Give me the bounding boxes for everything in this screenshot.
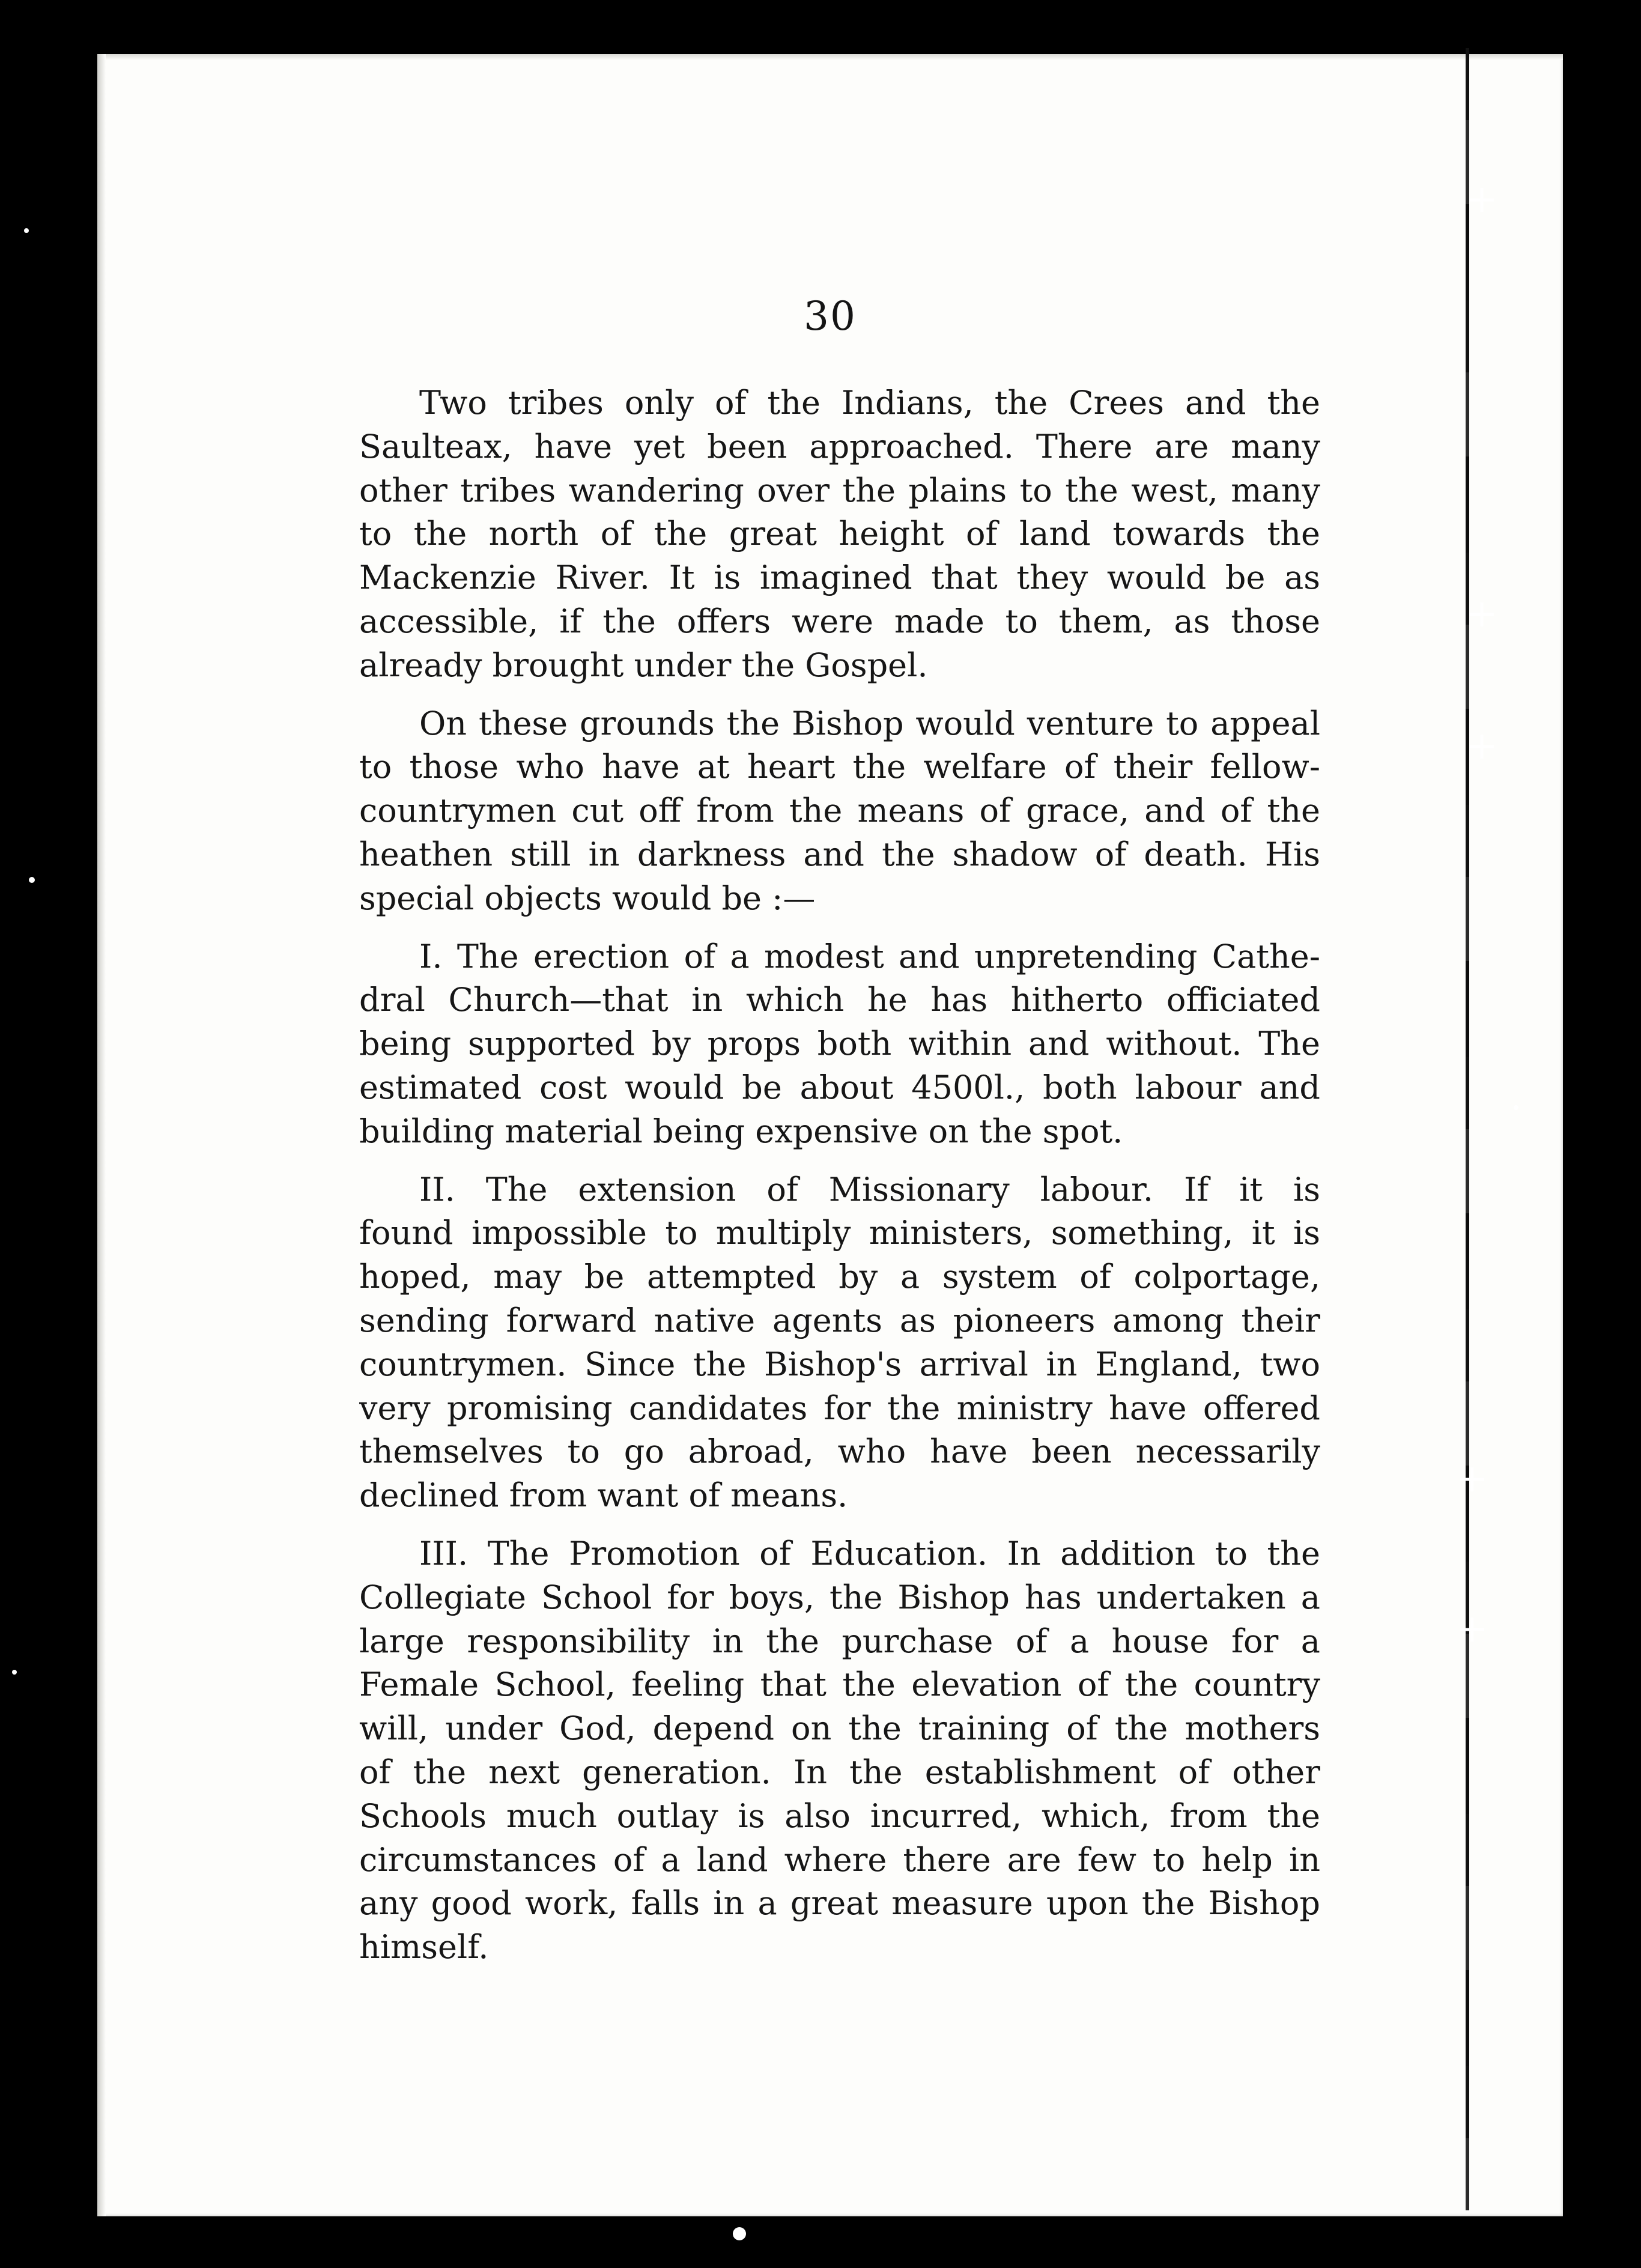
text-line: found impossible to multiply ministers, something, it is <box>359 1214 1320 1252</box>
binding-edge <box>1466 48 1469 2210</box>
paragraph <box>359 1532 1320 1969</box>
text-line: heathen still in darkness and the shadow of death. His <box>359 835 1320 873</box>
text-line: countrymen. Since the Bishop's arrival in England, two <box>359 1345 1320 1383</box>
text-line: estimated cost would be about 4500l., both labour and <box>359 1068 1320 1106</box>
text-line: themselves to go abroad, who have been necessarily <box>359 1433 1320 1471</box>
scan-speck <box>29 877 35 883</box>
binding-stitch-mark: + <box>1466 177 1498 222</box>
binding-stitch-mark: + <box>1456 1457 1488 1501</box>
text-line: Collegiate School for boys, the Bishop has undertaken a <box>359 1578 1320 1616</box>
text-line: Two tribes only of the Indians, the Crees and the <box>419 384 1320 422</box>
scan-speck <box>24 228 29 233</box>
page-number: 30 <box>804 293 857 339</box>
text-line: any good work, falls in a great measure upon the Bishop <box>359 1884 1320 1923</box>
text-line: to the north of the great height of land towards the <box>359 515 1320 553</box>
text-line: large responsibility in the purchase of a house for a <box>359 1622 1320 1660</box>
text-line: On these grounds the Bishop would venture to appeal <box>419 704 1320 742</box>
text-line: Female School, feeling that the elevation of the country <box>359 1666 1320 1704</box>
text-line: Saulteax, have yet been approached. There are many <box>359 427 1320 465</box>
text-line: of the next generation. In the establishment of other <box>359 1753 1320 1791</box>
text-line: declined from want of means. <box>359 1476 848 1515</box>
text-line: III. The Promotion of Education. In addition to the <box>419 1534 1320 1572</box>
text-line: sending forward native agents as pioneers among their <box>359 1301 1320 1339</box>
scan-speck <box>733 2227 746 2240</box>
binding-stitch-mark: + <box>1456 1607 1488 1651</box>
scan-speck <box>1514 1105 1518 1110</box>
page-top-edge <box>97 54 1563 60</box>
text-line: himself. <box>359 1928 489 1966</box>
text-line: I. The erection of a modest and unpretending Cathe- <box>419 937 1320 975</box>
text-line: very promising candidates for the ministry have offered <box>359 1389 1320 1427</box>
text-line: special objects would be :— <box>359 879 816 917</box>
text-line: already brought under the Gospel. <box>359 646 928 684</box>
paragraph <box>359 935 1320 1154</box>
binding-stitch-mark: + <box>1466 592 1498 636</box>
text-line: Mackenzie River. It is imagined that they would be as <box>359 559 1320 597</box>
text-line: Schools much outlay is also incurred, which, from the <box>359 1797 1320 1835</box>
text-line: II. The extension of Missionary labour. If it is <box>419 1170 1320 1208</box>
text-line: to those who have at heart the welfare of their fellow- <box>359 748 1320 786</box>
text-line: other tribes wandering over the plains to the west, many <box>359 471 1320 509</box>
paragraph <box>359 1168 1320 1518</box>
paragraph <box>359 702 1320 921</box>
text-line: dral Church—that in which he has hitherto officiated <box>359 981 1320 1019</box>
text-line: being supported by props both within and without. The <box>359 1025 1320 1063</box>
scanned-page <box>97 54 1563 2216</box>
text-line: hoped, may be attempted by a system of colportage, <box>359 1258 1320 1296</box>
body-text <box>359 381 1320 1984</box>
text-line: accessible, if the offers were made to them, as those <box>359 602 1320 640</box>
binding-stitch-mark: + <box>1466 724 1498 768</box>
text-line: circumstances of a land where there are few to help in <box>359 1840 1320 1879</box>
text-line: countrymen cut off from the means of grace, and of the <box>359 792 1320 830</box>
scan-speck <box>12 1670 17 1675</box>
paragraph <box>359 381 1320 688</box>
page-left-edge <box>97 54 106 2216</box>
text-line: will, under God, depend on the training of the mothers <box>359 1709 1320 1748</box>
text-line: building material being expensive on the spot. <box>359 1112 1123 1150</box>
